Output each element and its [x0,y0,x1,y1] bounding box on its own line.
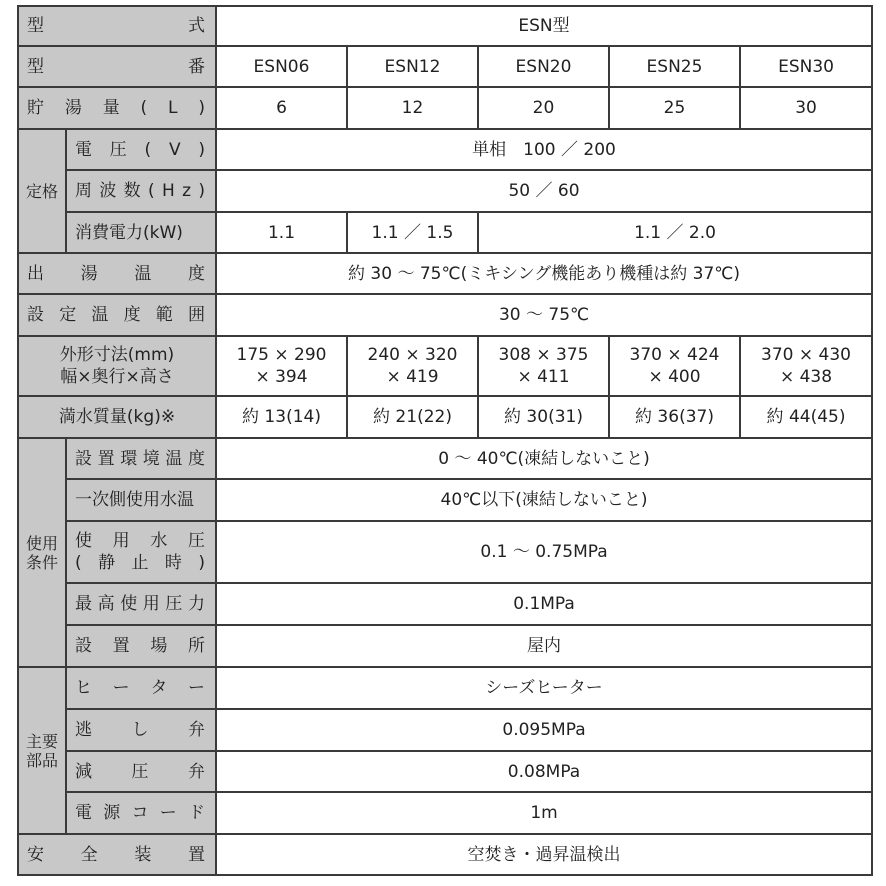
value-max-pressure: 0.1MPa [216,583,872,625]
label-char: 型 [27,16,46,36]
label-char: 設 [27,305,46,325]
label-char: H [161,181,177,201]
label-char: 圧 [109,139,129,160]
row-model [18,46,872,87]
row-env-temp [18,438,872,479]
label-text [27,56,207,78]
model-cell: ESN06 [216,46,347,87]
label-char: 装 [134,844,154,865]
row-safety [18,834,872,875]
label-text [75,139,207,161]
label-char: 出 [27,263,46,284]
dimensions-cell [740,336,872,396]
label-char: タ [150,678,170,698]
group-label-line2: 部品 [25,750,58,770]
row-dimensions [18,336,872,396]
spec-table [17,5,873,876]
power-cell: 1.1 ／ 1.5 [347,212,478,253]
label-char: 湯 [64,98,84,118]
group-label-rating: 定格 [18,129,66,253]
dimensions-cell [216,336,347,396]
row-power [18,212,872,253]
value-power-cord: 1m [216,792,872,834]
label-outlet-temp [18,253,216,294]
label-text [27,15,207,37]
label-char: 高 [97,594,117,614]
label-char: 減 [75,761,94,782]
dimensions-cell [478,336,609,396]
label-heater [66,667,216,709]
label-char: 使 [120,594,140,614]
label-char: ー [112,678,132,698]
label-char: 湯 [80,263,100,284]
dimensions-cell [347,336,478,396]
label-water-temp: 一次側使用水温 [66,479,216,521]
label-char: 温 [91,305,111,325]
label-char: 貯 [27,98,46,118]
value-env-temp: 0 ～ 40℃(凍結しないこと) [216,438,872,479]
model-cell: ESN12 [347,46,478,87]
group-label-line1: 主要 [25,731,58,751]
label-char: 温 [165,448,185,469]
value-outlet-temp: 約 30 ～ 75℃(ミキシング機能あり機種は約 37℃) [216,253,872,294]
group-label-conditions [18,438,66,667]
label-char: 定 [59,305,79,325]
value-type: ESN型 [216,6,872,46]
row-voltage [18,129,872,170]
row-max-pressure [18,583,872,625]
dimensions-line2: × 400 [648,367,701,387]
label-char: ) [198,98,207,118]
label-power: 消費電力(kW) [66,212,216,253]
label-char: V [168,139,183,160]
power-cell: 1.1 [216,212,347,253]
label-text [75,448,207,470]
dimensions-line1: 308 × 375 [498,345,589,365]
label-relief-valve [66,709,216,751]
row-location [18,625,872,667]
mass-cell: 約 44(45) [740,396,872,438]
capacity-cell: 25 [609,87,740,129]
dimensions-line1: 240 × 320 [367,345,458,365]
label-char: 所 [187,636,207,656]
label-char: 使 [75,531,94,551]
label-char: 置 [97,448,117,469]
label-char: ヒ [75,678,94,698]
label-model [18,46,216,87]
value-heater: シーズヒーター [216,667,872,709]
label-water-pressure [66,521,216,583]
value-location: 屋内 [216,625,872,667]
model-cell: ESN25 [609,46,740,87]
value-water-temp: 40℃以下(凍結しないこと) [216,479,872,521]
label-char: 周 [75,181,94,201]
label-char: 止 [131,553,151,573]
row-mass [18,396,872,438]
row-water-temp [18,479,872,521]
group-label-line1: 使用 [25,533,58,553]
capacity-cell: 20 [478,87,609,129]
label-char: ) [198,139,207,160]
label-dimensions [18,336,216,396]
value-relief-valve: 0.095MPa [216,709,872,751]
label-char: 度 [187,448,207,469]
label-char: ( [140,98,150,118]
label-char: 力 [187,594,207,614]
label-frequency [66,170,216,212]
label-char: 式 [188,16,207,36]
label-text [27,304,207,326]
capacity-cell: 12 [347,87,478,129]
row-type [18,6,872,46]
label-char: 度 [187,263,207,284]
label-char: 境 [142,448,162,469]
row-temp-range [18,294,872,336]
group-label-parts [18,667,66,834]
label-text [75,593,207,615]
value-voltage: 単相 100 ／ 200 [216,129,872,170]
value-safety: 空焚き・過昇温検出 [216,834,872,875]
row-relief-valve [18,709,872,751]
row-reducing-valve [18,751,872,792]
value-frequency: 50 ／ 60 [216,170,872,212]
label-text [75,677,207,699]
label-char: 安 [27,844,46,865]
label-max-pressure [66,583,216,625]
label-text [75,719,207,741]
label-char: 設 [75,636,94,656]
label-char: ) [198,181,207,201]
mass-cell: 約 30(31) [478,396,609,438]
label-char: 電 [75,803,94,823]
dimensions-line1: 175 × 290 [236,345,327,365]
label-char: 圧 [131,761,151,782]
label-capacity [18,87,216,129]
label-type [18,6,216,46]
label-char: 型 [27,56,46,77]
label-char: ( [147,181,157,201]
label-text [75,552,207,574]
label-text [75,180,207,202]
label-char: 設 [75,448,94,469]
label-char: 弁 [188,761,207,782]
capacity-cell: 30 [740,87,872,129]
label-char: 温 [134,263,154,284]
mass-cell: 約 21(22) [347,396,478,438]
label-location [66,625,216,667]
dimensions-line2: × 438 [779,367,833,387]
label-char: 圧 [187,531,207,551]
model-cell: ESN30 [740,46,872,87]
label-char: ) [198,553,207,573]
label-char: 水 [150,531,170,551]
label-text [75,635,207,657]
label-text [75,802,207,824]
label-char: 度 [123,305,143,325]
label-char: 囲 [187,305,207,325]
row-capacity [18,87,872,129]
label-char: 電 [75,139,94,160]
label-text [75,530,207,552]
label-char: 弁 [188,720,207,740]
dimensions-line1: 370 × 424 [629,345,720,365]
label-char: 場 [150,636,170,656]
label-char: 番 [188,56,207,77]
dimensions-line2: × 411 [517,367,570,387]
label-voltage [66,129,216,170]
label-char: ( [75,553,84,573]
value-water-pressure: 0.1 ～ 0.75MPa [216,521,872,583]
label-char: L [168,98,180,118]
label-char: 全 [80,844,100,865]
row-water-pressure [18,521,872,583]
label-dimensions-line2: 幅×奥行×高さ [60,367,174,387]
label-char: 環 [120,448,140,469]
row-outlet-temp [18,253,872,294]
label-char: 最 [75,594,94,614]
label-char: ( [144,139,154,160]
label-char: z [182,181,194,201]
label-char: 数 [123,181,143,201]
capacity-cell: 6 [216,87,347,129]
label-temp-range [18,294,216,336]
label-reducing-valve [66,751,216,792]
label-char: 波 [99,181,119,201]
power-cell: 1.1 ／ 2.0 [478,212,872,253]
label-char: ー [187,678,207,698]
mass-cell: 約 36(37) [609,396,740,438]
label-env-temp [66,438,216,479]
dimensions-cell [609,336,740,396]
label-power-cord [66,792,216,834]
model-cell: ESN20 [478,46,609,87]
label-text [27,844,207,866]
label-text [27,263,207,285]
row-power-cord [18,792,872,834]
label-text [75,761,207,783]
group-label-line2: 条件 [25,552,58,572]
label-text [27,97,207,119]
label-char: 時 [164,553,184,573]
label-char: 置 [112,636,132,656]
label-char: ド [188,803,207,823]
value-reducing-valve: 0.08MPa [216,751,872,792]
dimensions-line2: × 419 [386,367,439,387]
label-char: 用 [112,531,132,551]
label-char: し [131,720,151,740]
row-frequency [18,170,872,212]
label-char: 源 [103,803,123,823]
label-mass: 満水質量(kg)※ [18,396,216,438]
dimensions-line1: 370 × 430 [761,345,851,365]
label-char: 静 [98,553,118,573]
label-dimensions-line1: 外形寸法(mm) [59,345,175,365]
dimensions-line2: × 394 [255,367,308,387]
label-char: 範 [155,305,175,325]
label-safety [18,834,216,875]
label-char: 用 [142,594,162,614]
row-heater [18,667,872,709]
label-char: 逃 [75,720,94,740]
label-char: コ [131,803,151,823]
mass-cell: 約 13(14) [216,396,347,438]
label-char: 置 [187,844,207,865]
label-char: 圧 [165,594,185,614]
label-char: ー [159,803,179,823]
value-temp-range: 30 ～ 75℃ [216,294,872,336]
label-char: 量 [102,98,122,118]
